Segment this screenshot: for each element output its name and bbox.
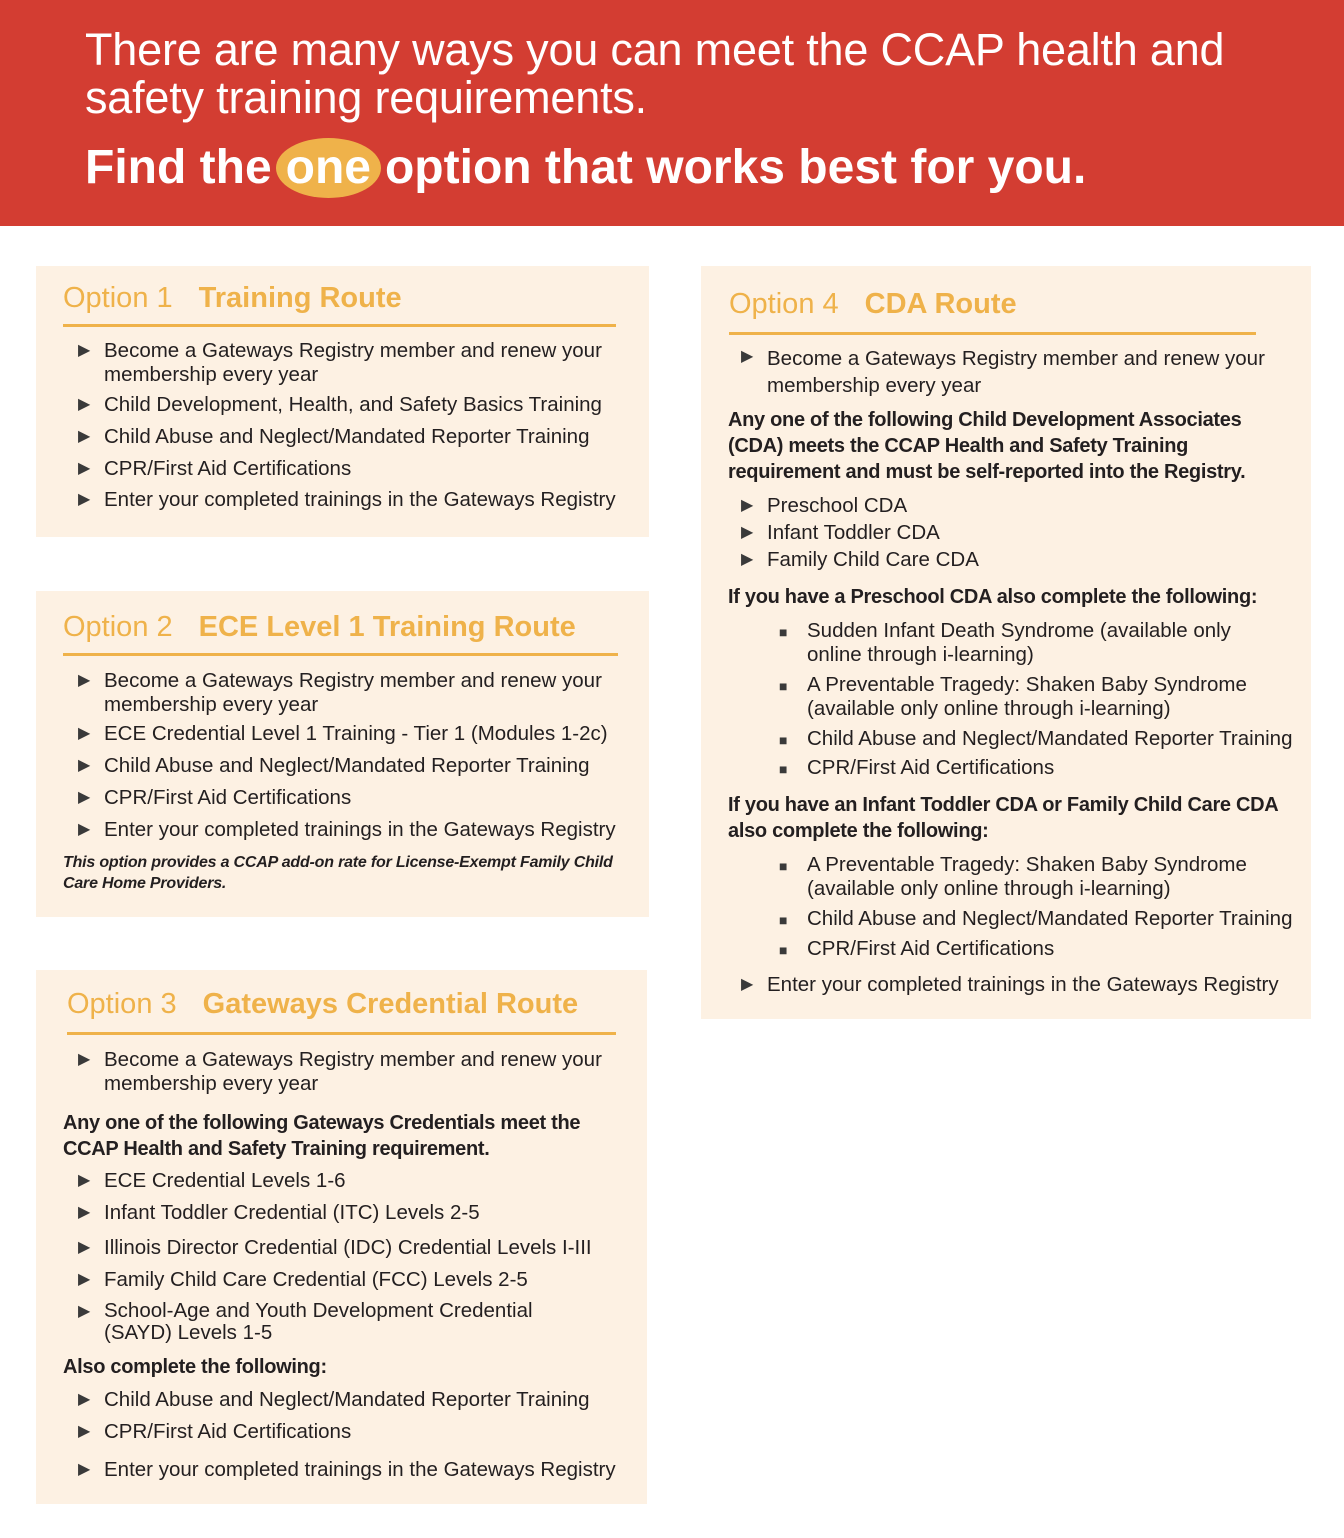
preschool-cda-heading: If you have a Preschool CDA also complete the following: (728, 586, 1258, 608)
option-number: Option 1 (63, 282, 173, 314)
option-3-card (36, 970, 647, 1504)
list-item-text: Enter your completed trainings in the Gateways Registry (104, 488, 616, 511)
list-item-text: Child Abuse and Neglect/Mandated Reporter Training (104, 1388, 590, 1411)
list-item-text: Family Child Care CDA (767, 548, 979, 571)
list-item-text: Enter your completed trainings in the Gateways Registry (104, 1458, 616, 1481)
triangle-bullet-icon: ▶ (78, 1423, 91, 1440)
banner-lead-text: There are many ways you can meet the CCAP health and safety training requirements. (85, 24, 1225, 123)
tagline-highlight: one (276, 138, 381, 198)
list-item-text: Become a Gateways Registry member and renew your membership every year (104, 1048, 602, 1095)
triangle-bullet-icon: ▶ (78, 491, 91, 508)
triangle-bullet-icon: ▶ (741, 348, 754, 365)
option-number: Option 2 (63, 611, 173, 643)
list-item-text: Preschool CDA (767, 494, 908, 517)
list-item-text: School-Age and Youth Development Credential (SAYD) Levels 1-5 (104, 1299, 533, 1344)
option-1-card (36, 266, 649, 537)
tagline-before: Find the (85, 141, 272, 194)
square-bullet-icon: ■ (779, 678, 788, 694)
list-item-text: Infant Toddler CDA (767, 521, 940, 544)
triangle-bullet-icon: ▶ (78, 1204, 91, 1221)
triangle-bullet-icon: ▶ (78, 672, 91, 689)
triangle-bullet-icon: ▶ (741, 524, 754, 541)
option-3-header (67, 988, 616, 1035)
triangle-bullet-icon: ▶ (78, 1271, 91, 1288)
list-item-text: Child Abuse and Neglect/Mandated Reporter Training (104, 754, 590, 777)
list-item-text: ECE Credential Levels 1-6 (104, 1169, 346, 1192)
triangle-bullet-icon: ▶ (78, 1172, 91, 1189)
triangle-bullet-icon: ▶ (78, 1391, 91, 1408)
triangle-bullet-icon: ▶ (741, 551, 754, 568)
list-item-text: Enter your completed trainings in the Gateways Registry (767, 973, 1279, 996)
triangle-bullet-icon: ▶ (78, 1051, 91, 1068)
option-title: Gateways Credential Route (202, 988, 579, 1020)
square-bullet-icon: ■ (779, 624, 788, 640)
cda-heading: Any one of the following Child Development Associates (CDA) meets the CCAP Health and Safety Training requirement and must be self-reported into the Registry. (728, 409, 1246, 483)
square-bullet-icon: ■ (779, 858, 788, 874)
square-bullet-icon: ■ (779, 942, 788, 958)
list-item-text: Family Child Care Credential (FCC) Levels 2-5 (104, 1268, 528, 1291)
list-item-text: Child Development, Health, and Safety Basics Training (104, 393, 602, 416)
square-bullet-icon: ■ (779, 761, 788, 777)
option-number: Option 4 (729, 288, 839, 320)
triangle-bullet-icon: ▶ (78, 1461, 91, 1478)
list-item-text: CPR/First Aid Certifications (104, 786, 352, 809)
triangle-bullet-icon: ▶ (741, 497, 754, 514)
list-item-text: Child Abuse and Neglect/Mandated Reporter Training (807, 907, 1293, 930)
list-item-text: CPR/First Aid Certifications (104, 1420, 352, 1443)
list-item-text: Become a Gateways Registry member and renew your membership every year (104, 669, 602, 716)
option-title: CDA Route (864, 288, 1017, 320)
list-item-text: Infant Toddler Credential (ITC) Levels 2-5 (104, 1201, 480, 1224)
list-item-text: ECE Credential Level 1 Training - Tier 1 (Modules 1-2c) (104, 722, 608, 745)
square-bullet-icon: ■ (779, 732, 788, 748)
list-item-text: Child Abuse and Neglect/Mandated Reporter Training (104, 425, 590, 448)
option-2-header (63, 611, 618, 656)
triangle-bullet-icon: ▶ (78, 1303, 91, 1320)
list-item-text: Become a Gateways Registry member and renew your membership every year (767, 347, 1265, 397)
list-item-text: CPR/First Aid Certifications (104, 457, 352, 480)
list-item-text: A Preventable Tragedy: Shaken Baby Syndrome (available only online through i-learning) (807, 673, 1247, 720)
credentials-heading: Any one of the following Gateways Credentials meet the CCAP Health and Safety Training requirement. (63, 1112, 581, 1160)
triangle-bullet-icon: ▶ (78, 342, 91, 359)
option-4-card (701, 266, 1311, 1019)
also-complete-heading: Also complete the following: (63, 1356, 327, 1378)
triangle-bullet-icon: ▶ (78, 1239, 91, 1256)
list-item-text: Sudden Infant Death Syndrome (available only online through i-learning) (807, 619, 1231, 666)
triangle-bullet-icon: ▶ (78, 396, 91, 413)
option-2-card (36, 591, 649, 917)
add-on-rate-note: This option provides a CCAP add-on rate for License-Exempt Family Child Care Home Providers. (63, 854, 613, 892)
tagline-after: option that works best for you. (384, 141, 1087, 194)
triangle-bullet-icon: ▶ (78, 757, 91, 774)
list-item-text: CPR/First Aid Certifications (807, 756, 1055, 779)
header-banner (0, 0, 1344, 226)
list-item-text: CPR/First Aid Certifications (807, 937, 1055, 960)
infant-toddler-cda-heading: If you have an Infant Toddler CDA or Family Child Care CDA also complete the following: (728, 794, 1278, 842)
triangle-bullet-icon: ▶ (78, 428, 91, 445)
triangle-bullet-icon: ▶ (78, 821, 91, 838)
square-bullet-icon: ■ (779, 912, 788, 928)
option-4-header (729, 288, 1256, 335)
list-item-text: Child Abuse and Neglect/Mandated Reporter Training (807, 727, 1293, 750)
option-1-header (63, 282, 616, 327)
option-number: Option 3 (67, 988, 177, 1020)
triangle-bullet-icon: ▶ (78, 725, 91, 742)
triangle-bullet-icon: ▶ (78, 789, 91, 806)
triangle-bullet-icon: ▶ (741, 976, 754, 993)
list-item-text: A Preventable Tragedy: Shaken Baby Syndrome (available only online through i-learning) (807, 853, 1247, 900)
option-title: Training Route (198, 282, 402, 314)
list-item-text: Enter your completed trainings in the Gateways Registry (104, 818, 616, 841)
list-item-text: Illinois Director Credential (IDC) Credential Levels I-III (104, 1236, 592, 1259)
banner-tagline (85, 138, 1086, 198)
option-title: ECE Level 1 Training Route (198, 611, 576, 643)
list-item-text: Become a Gateways Registry member and renew your membership every year (104, 339, 602, 386)
triangle-bullet-icon: ▶ (78, 460, 91, 477)
